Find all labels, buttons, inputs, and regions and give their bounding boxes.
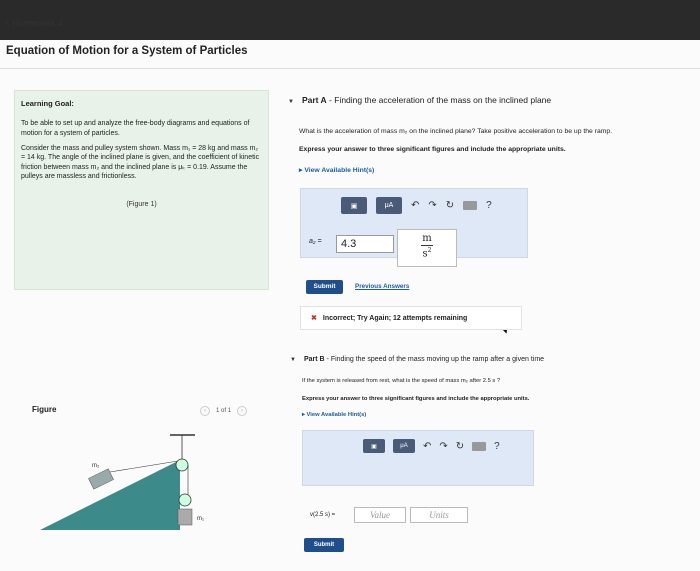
reset-icon[interactable]: ↻ xyxy=(445,200,455,211)
math-toolbar-b xyxy=(363,439,500,453)
part-a-submit-button[interactable]: Submit xyxy=(306,280,343,294)
back-link[interactable] xyxy=(6,18,63,29)
part-b-hint-label: View Available Hint(s) xyxy=(306,412,367,418)
keyboard-icon[interactable] xyxy=(472,442,486,451)
part-a-variable: a₂ = xyxy=(309,238,322,245)
mu-units-button[interactable]: μA xyxy=(376,197,402,214)
goal-problem-text: Consider the mass and pulley system shown. Mass m₁ = 28 kg and mass m₂ = 14 kg. The angle of the inclined plane is given, and the coefficient of kinetic friction between mass m₂ and the inclined plane is μₖ = 0.19. Assume the pulleys are massless and frictionless. xyxy=(21,145,260,181)
learning-goal-heading: Learning Goal: xyxy=(21,99,74,108)
inclined-plane xyxy=(40,460,180,530)
math-toolbar xyxy=(341,197,492,214)
part-a-instruction: Express your answer to three significant figures and include the appropriate units. xyxy=(299,146,566,153)
part-b-header[interactable]: ▼ Part B - Finding the speed of the mass moving up the ramp after a given time xyxy=(290,356,545,363)
template-button[interactable]: ▣ xyxy=(363,439,385,453)
collapse-triangle-icon: ▼ xyxy=(290,357,296,363)
m2-label: m₂ xyxy=(92,463,100,469)
undo-icon[interactable]: ↶ xyxy=(411,200,420,211)
reset-icon[interactable]: ↻ xyxy=(455,440,465,452)
previous-answers-link[interactable]: Previous Answers xyxy=(355,283,410,290)
figure-link[interactable]: (Figure 1) xyxy=(126,200,157,208)
next-figure-button[interactable]: › xyxy=(237,406,247,416)
chevron-left-icon: ‹ xyxy=(6,18,10,29)
part-a-hint-label: View Available Hint(s) xyxy=(304,167,375,174)
divider xyxy=(0,68,700,69)
block-m1 xyxy=(178,509,192,525)
template-button[interactable]: ▣ xyxy=(341,197,367,214)
mu-units-button[interactable]: μA xyxy=(393,439,415,453)
part-a-label: Part A xyxy=(301,95,327,105)
part-b-value-input[interactable]: Value xyxy=(354,507,406,523)
part-b-submit-button[interactable]: Submit xyxy=(304,538,344,552)
part-a-title: Finding the acceleration of the mass on the inclined plane xyxy=(334,95,552,105)
part-a-hints-link[interactable]: ▸ View Available Hint(s) xyxy=(299,167,375,174)
back-label: Homework 4 xyxy=(12,18,63,28)
collapse-triangle-icon: ▼ xyxy=(288,99,294,105)
redo-icon[interactable]: ↷ xyxy=(428,200,437,211)
feedback-banner xyxy=(300,306,522,330)
unit-numerator: m xyxy=(422,233,432,244)
help-icon[interactable]: ? xyxy=(494,440,500,452)
goal-text: To be able to set up and analyze the free-body diagrams and equations of motion for a system of particles. xyxy=(21,120,250,137)
part-a-header[interactable]: ▼ Part A - Finding the acceleration of the mass on the inclined plane xyxy=(288,95,552,105)
part-a-value-input[interactable]: 4.3 xyxy=(336,235,394,253)
part-b-title: Finding the speed of the mass moving up the ramp after a given time xyxy=(330,356,545,363)
bottom-pulley xyxy=(179,494,191,506)
page-title: Equation of Motion for a System of Particles xyxy=(6,45,248,57)
part-b-question: If the system is released from rest, what is the speed of mass m₂ after 2.5 s ? xyxy=(302,378,501,384)
pulley-diagram xyxy=(30,425,220,535)
help-icon[interactable]: ? xyxy=(486,200,492,211)
part-b-instruction: Express your answer to three significant figures and include the appropriate units. xyxy=(302,396,530,402)
part-b-label: Part B xyxy=(303,356,325,363)
part-a-unit-input[interactable] xyxy=(397,229,457,267)
part-a-question: What is the acceleration of mass m₂ on the inclined plane? Take positive acceleration to be up the ramp. xyxy=(299,128,613,135)
keyboard-icon[interactable] xyxy=(463,201,477,210)
part-b-answer-box xyxy=(302,430,534,486)
part-b-units-input[interactable]: Units xyxy=(410,507,468,523)
part-b-variable: v(2.5 s) = xyxy=(310,512,336,518)
bezel xyxy=(0,0,700,40)
figure-pager xyxy=(200,406,247,416)
part-a-input-row xyxy=(0,226,700,272)
figure-heading: Figure xyxy=(32,405,57,414)
block-m2 xyxy=(88,469,113,489)
unit-denominator: $s^2$ xyxy=(422,247,432,260)
m1-label: m₁ xyxy=(197,516,205,522)
part-b-hints-link[interactable]: ▸ View Available Hint(s) xyxy=(302,412,367,418)
redo-icon[interactable]: ↷ xyxy=(439,440,448,452)
fraction-bar xyxy=(421,245,433,246)
feedback-text: Incorrect; Try Again; 12 attempts remaining xyxy=(322,315,468,322)
figure-page-count: 1 of 1 xyxy=(216,408,232,414)
undo-icon[interactable]: ↶ xyxy=(423,440,432,452)
incorrect-icon: ✖ xyxy=(311,315,317,322)
prev-figure-button[interactable]: ‹ xyxy=(200,406,210,416)
